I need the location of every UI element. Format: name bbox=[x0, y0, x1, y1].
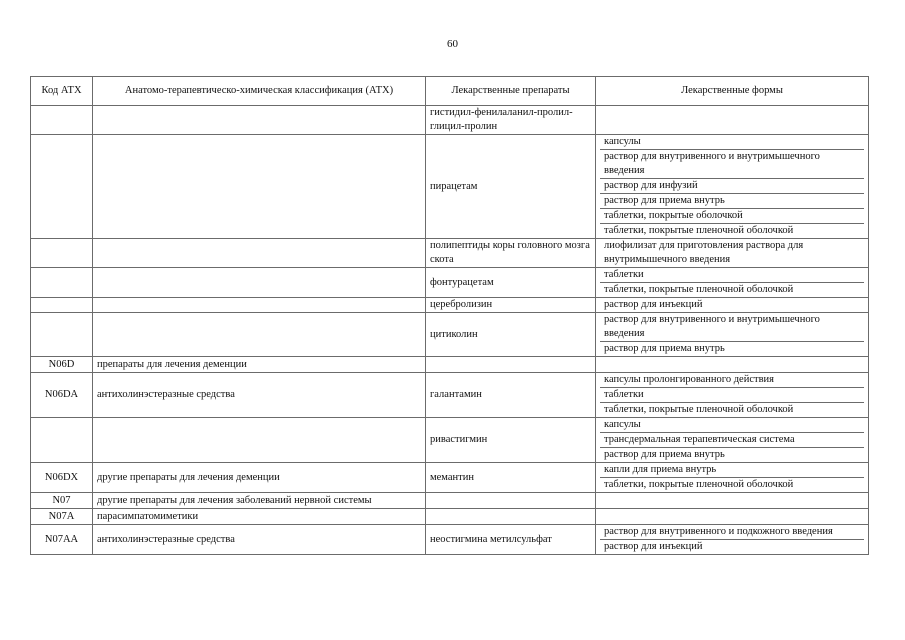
dosage-form-item: раствор для инъекций bbox=[604, 299, 703, 310]
classification-cell: парасимпатомиметики bbox=[93, 509, 426, 525]
classification-cell bbox=[93, 313, 426, 357]
atx-code-cell bbox=[31, 135, 93, 239]
table-row bbox=[31, 313, 869, 357]
drug-cell: галантамин bbox=[426, 373, 596, 418]
dosage-form-item: трансдермальная терапевтическая система bbox=[600, 432, 864, 447]
classification-cell: другие препараты для лечения заболеваний нервной системы bbox=[93, 493, 426, 509]
table-row bbox=[31, 509, 869, 525]
atx-code-cell bbox=[31, 239, 93, 268]
forms-cell bbox=[596, 298, 869, 313]
dosage-form-item bbox=[600, 493, 864, 508]
drug-cell: церебролизин bbox=[426, 298, 596, 313]
table-header-row bbox=[31, 77, 869, 106]
dosage-form-item: раствор для инфузий bbox=[600, 178, 864, 193]
forms-cell bbox=[596, 313, 869, 357]
header-drugs: Лекарственные препараты bbox=[426, 77, 596, 106]
dosage-form-item: раствор для внутривенного и внутримышечного введения bbox=[600, 149, 864, 178]
dosage-form-item bbox=[600, 509, 864, 524]
table-row bbox=[31, 135, 869, 239]
drug-cell: мемантин bbox=[426, 463, 596, 493]
drug-cell: полипептиды коры головного мозга скота bbox=[426, 239, 596, 268]
dosage-form-item: капсулы bbox=[604, 419, 641, 430]
forms-cell bbox=[596, 463, 869, 493]
drug-cell bbox=[426, 509, 596, 525]
dosage-form-item: капли для приема внутрь bbox=[604, 464, 717, 475]
drug-cell: фонтурацетам bbox=[426, 268, 596, 298]
atx-code-cell: N07AA bbox=[31, 525, 93, 555]
forms-cell bbox=[596, 239, 869, 268]
classification-cell: препараты для лечения деменции bbox=[93, 357, 426, 373]
atx-code-cell: N07 bbox=[31, 493, 93, 509]
table-row bbox=[31, 525, 869, 555]
classification-cell: антихолинэстеразные средства bbox=[93, 525, 426, 555]
forms-cell bbox=[596, 268, 869, 298]
atx-code-cell bbox=[31, 298, 93, 313]
dosage-form-item: таблетки bbox=[600, 387, 864, 402]
table-row bbox=[31, 463, 869, 493]
forms-cell bbox=[596, 357, 869, 373]
classification-cell bbox=[93, 239, 426, 268]
atx-code-cell bbox=[31, 418, 93, 463]
page-number: 60 bbox=[447, 38, 458, 50]
table-row bbox=[31, 268, 869, 298]
dosage-form-item: таблетки bbox=[604, 269, 644, 280]
header-forms: Лекарственные формы bbox=[596, 77, 869, 106]
dosage-form-item bbox=[600, 357, 864, 372]
drug-cell: ривастигмин bbox=[426, 418, 596, 463]
header-classification: Анатомо-терапевтическо-химическая классификация (АТХ) bbox=[93, 77, 426, 106]
dosage-form-item: таблетки, покрытые пленочной оболочкой bbox=[600, 402, 864, 417]
dosage-form-item: раствор для внутривенного и подкожного введения bbox=[604, 526, 833, 537]
dosage-form-item: капсулы bbox=[604, 136, 641, 147]
dosage-form-item: раствор для инъекций bbox=[600, 539, 864, 554]
forms-cell bbox=[596, 525, 869, 555]
classification-cell bbox=[93, 418, 426, 463]
classification-cell bbox=[93, 135, 426, 239]
forms-cell bbox=[596, 493, 869, 509]
table-row bbox=[31, 418, 869, 463]
atx-code-cell bbox=[31, 268, 93, 298]
drug-cell bbox=[426, 493, 596, 509]
dosage-form-item: таблетки, покрытые пленочной оболочкой bbox=[600, 223, 864, 238]
table-body bbox=[31, 106, 869, 555]
dosage-form-item: раствор для внутривенного и внутримышечного введения bbox=[604, 314, 820, 339]
dosage-form-item bbox=[600, 113, 864, 128]
classification-cell bbox=[93, 298, 426, 313]
forms-cell bbox=[596, 373, 869, 418]
dosage-form-item: таблетки, покрытые пленочной оболочкой bbox=[600, 282, 864, 297]
table-row bbox=[31, 357, 869, 373]
classification-cell: другие препараты для лечения деменции bbox=[93, 463, 426, 493]
classification-cell bbox=[93, 106, 426, 135]
drug-cell: неостигмина метилсульфат bbox=[426, 525, 596, 555]
atx-code-cell: N06D bbox=[31, 357, 93, 373]
drug-cell bbox=[426, 357, 596, 373]
dosage-form-item: раствор для приема внутрь bbox=[600, 341, 864, 356]
drug-cell: цитиколин bbox=[426, 313, 596, 357]
drug-cell: пирацетам bbox=[426, 135, 596, 239]
atx-code-cell bbox=[31, 313, 93, 357]
drug-cell: гистидил-фенилаланил-пролил-глицил-пролин bbox=[426, 106, 596, 135]
dosage-form-item: таблетки, покрытые оболочкой bbox=[600, 208, 864, 223]
classification-cell: антихолинэстеразные средства bbox=[93, 373, 426, 418]
table-row bbox=[31, 373, 869, 418]
forms-cell bbox=[596, 509, 869, 525]
dosage-form-item: лиофилизат для приготовления раствора для внутримышечного введения bbox=[604, 240, 804, 265]
dosage-form-item: раствор для приема внутрь bbox=[600, 447, 864, 462]
forms-cell bbox=[596, 135, 869, 239]
atx-code-cell: N06DX bbox=[31, 463, 93, 493]
classification-cell bbox=[93, 268, 426, 298]
atx-drug-table bbox=[30, 76, 869, 555]
table-row bbox=[31, 239, 869, 268]
table-row bbox=[31, 106, 869, 135]
forms-cell bbox=[596, 106, 869, 135]
header-code: Код АТХ bbox=[31, 77, 93, 106]
dosage-form-item: таблетки, покрытые пленочной оболочкой bbox=[600, 477, 864, 492]
table-row bbox=[31, 298, 869, 313]
dosage-form-item: капсулы пролонгированного действия bbox=[604, 374, 774, 385]
atx-code-cell: N06DA bbox=[31, 373, 93, 418]
dosage-form-item: раствор для приема внутрь bbox=[600, 193, 864, 208]
atx-code-cell bbox=[31, 106, 93, 135]
atx-code-cell: N07A bbox=[31, 509, 93, 525]
forms-cell bbox=[596, 418, 869, 463]
table-row bbox=[31, 493, 869, 509]
